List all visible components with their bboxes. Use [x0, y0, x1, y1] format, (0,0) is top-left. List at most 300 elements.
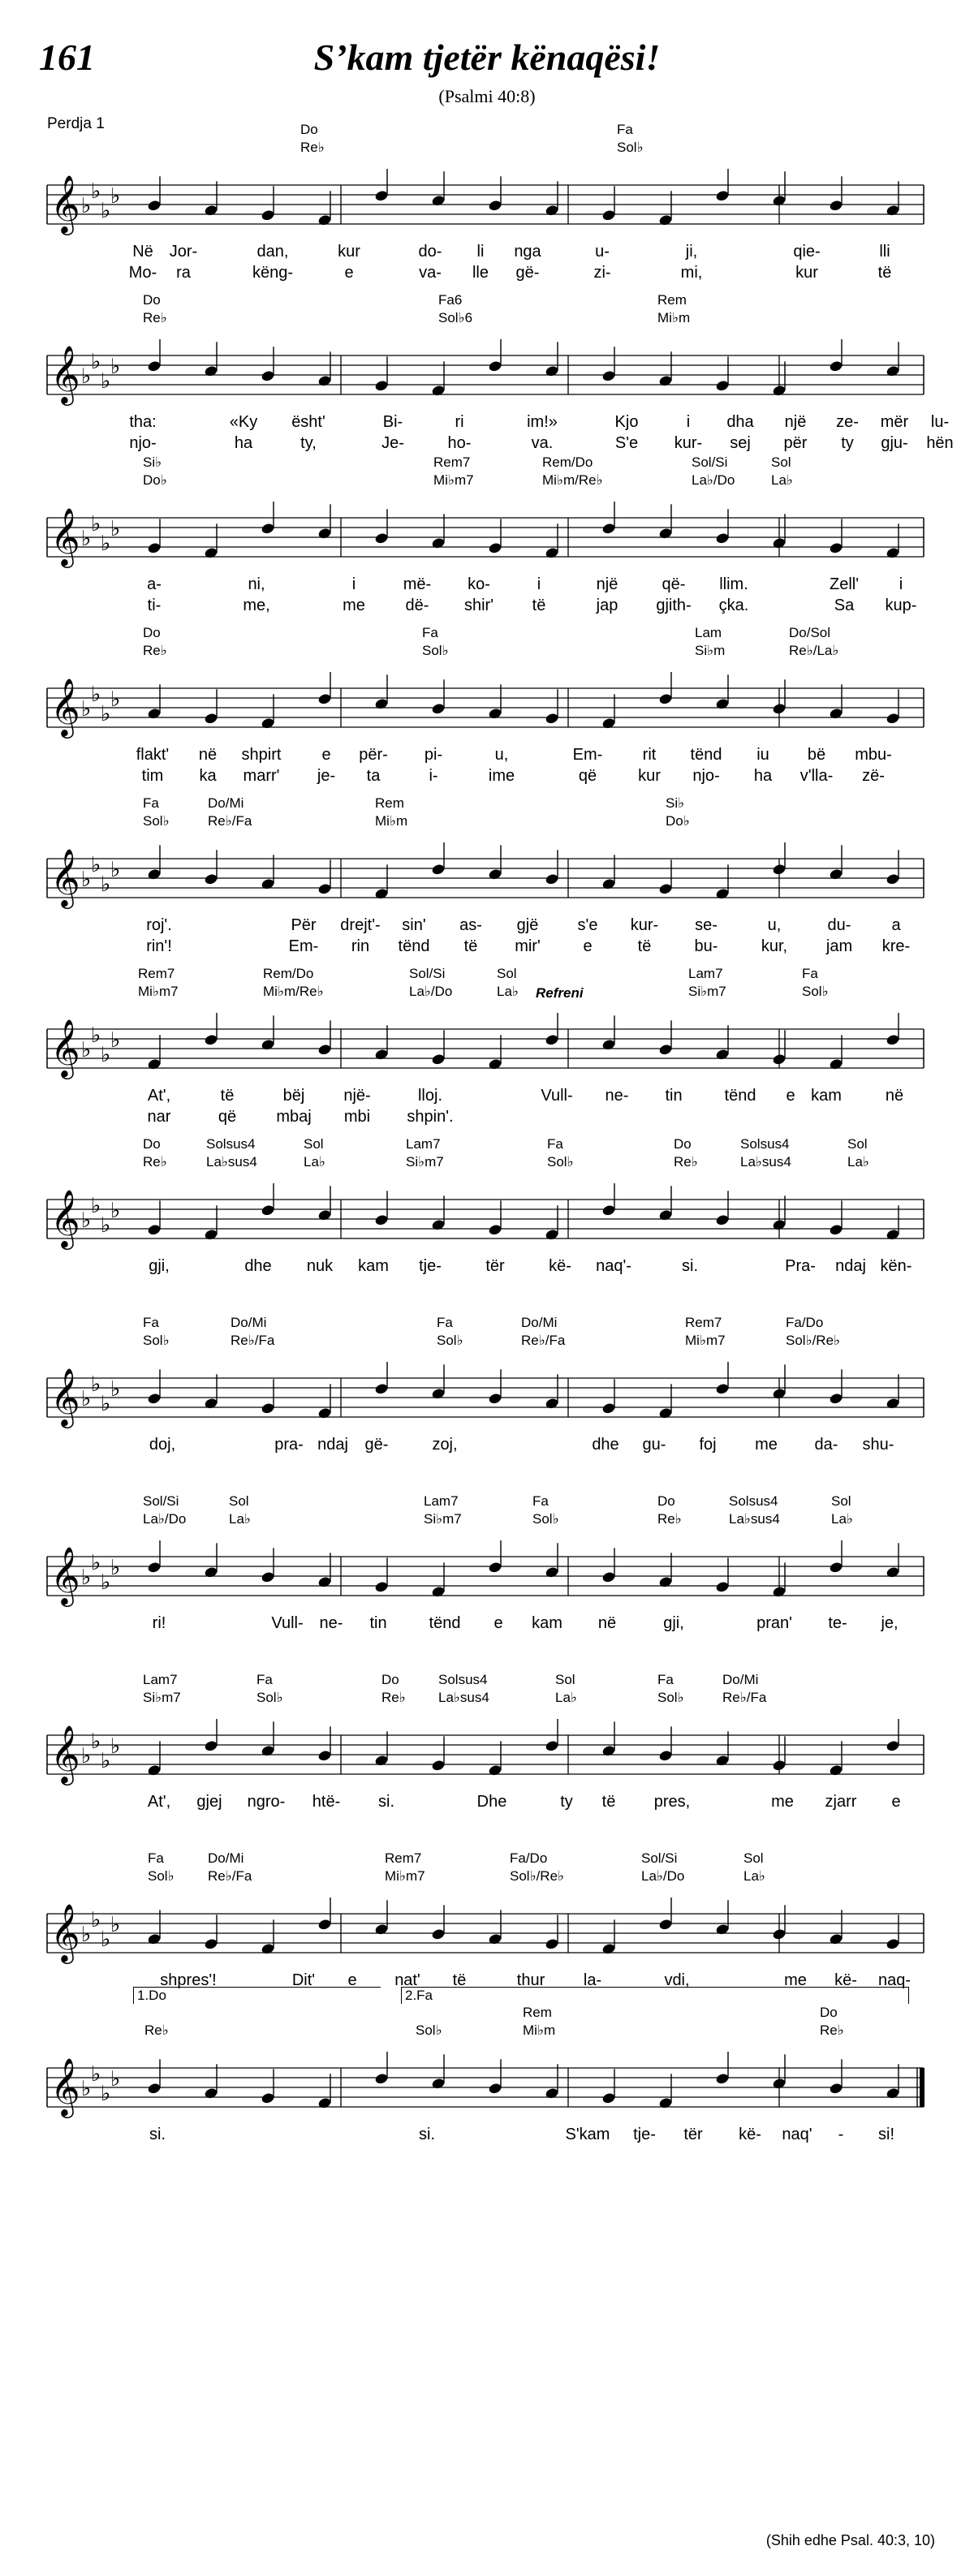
lyric-syllable: shpres'!	[160, 1971, 217, 1989]
chord-name: Rem/Do	[263, 966, 314, 981]
flat-sign-icon: ♭	[91, 1908, 101, 1932]
flat-sign-icon: ♭	[101, 369, 111, 394]
lyric-syllable: ndaj	[317, 1436, 348, 1454]
flat-sign-icon: ♭	[101, 1213, 111, 1238]
note-head	[772, 1053, 787, 1066]
note-head	[772, 1219, 787, 1231]
lyric-syllable: mbi	[343, 1108, 371, 1126]
lyric-syllable: rin'!	[146, 937, 172, 955]
flat-sign-icon: ♭	[91, 683, 101, 707]
chord-name-alt: La♭/Do	[143, 1511, 187, 1527]
flat-sign-icon: ♭	[101, 2082, 111, 2106]
note-head	[431, 1388, 446, 1400]
note-head	[601, 1204, 616, 1217]
lyric-syllable: da-	[814, 1436, 838, 1454]
lyric-syllable: jap	[596, 597, 618, 614]
lyric-syllable: gjith-	[656, 597, 692, 614]
flat-sign-icon: ♭	[91, 350, 101, 374]
note-head	[317, 375, 332, 387]
chord-name-alt: Re♭	[657, 1511, 682, 1527]
lyric-syllable: dhe	[244, 1257, 272, 1275]
music-system	[0, 1315, 974, 1493]
lyric-syllable: kur	[638, 767, 661, 785]
lyric-syllable: qie-	[793, 243, 821, 261]
note-head	[715, 1049, 730, 1061]
note-head	[772, 385, 787, 397]
note-head	[261, 717, 275, 730]
flat-sign-icon: ♭	[81, 1038, 92, 1062]
lyric-syllable: si.	[378, 1793, 394, 1811]
note-head	[772, 703, 787, 715]
note-head	[488, 1562, 502, 1574]
lyric-syllable: «Ky	[229, 413, 258, 431]
lyric-syllable: mër	[880, 413, 909, 431]
lyric-syllable: e	[786, 1087, 795, 1105]
lyric-syllable: At',	[147, 1087, 171, 1105]
flat-sign-icon: ♭	[110, 1377, 121, 1402]
chord-name-alt: Mi♭m7	[385, 1868, 425, 1884]
treble-clef-icon: 𝄞	[50, 1545, 80, 1605]
note-head	[317, 2097, 332, 2109]
lyric-syllable: llim.	[719, 575, 748, 593]
lyric-syllable: je,	[881, 1614, 899, 1632]
music-system	[0, 625, 974, 803]
lyric-syllable: bu-	[694, 937, 718, 955]
lyric-syllable: zi-	[593, 264, 611, 282]
lyric-syllable: i	[899, 575, 903, 593]
final-barline	[920, 2068, 924, 2107]
note-head	[147, 542, 162, 554]
note-head	[886, 365, 900, 377]
lyric-syllable: Bi-	[382, 413, 403, 431]
lyric-syllable: sin'	[402, 916, 426, 934]
lyric-syllable: më-	[403, 575, 432, 593]
chord-name: Fa	[617, 122, 633, 137]
lyric-syllable: të	[637, 937, 652, 955]
flat-sign-icon: ♭	[101, 702, 111, 726]
lyric-syllable: si.	[149, 2126, 166, 2143]
lyric-syllable: Je-	[381, 434, 404, 452]
note-head	[204, 873, 218, 885]
flat-sign-icon: ♭	[81, 527, 92, 551]
chord-name-alt: Sol♭	[547, 1154, 574, 1170]
note-head	[658, 1576, 673, 1588]
flat-sign-icon: ♭	[91, 853, 101, 877]
chord-name: Fa6	[438, 292, 463, 308]
lyric-syllable: drejt'-	[340, 916, 381, 934]
note-head	[829, 1224, 843, 1236]
lyric-syllable: nat'	[394, 1971, 420, 1989]
lyric-syllable: Për	[291, 916, 317, 934]
note-head	[545, 1229, 559, 1241]
lyric-syllable: i-	[429, 767, 438, 785]
lyric-syllable: ho-	[447, 434, 472, 452]
flat-sign-icon: ♭	[110, 1199, 121, 1223]
treble-clef-icon: 𝄞	[50, 1367, 80, 1426]
lyric-syllable: mbaj	[276, 1108, 312, 1126]
note-head	[374, 1214, 389, 1226]
treble-clef-icon: 𝄞	[50, 174, 80, 233]
note-head	[261, 1943, 275, 1955]
flat-sign-icon: ♭	[81, 697, 92, 722]
note-head	[601, 370, 616, 382]
chord-name: Lam7	[143, 1672, 178, 1687]
lyric-syllable: kën-	[880, 1257, 912, 1275]
chord-name: Lam7	[424, 1493, 459, 1509]
note-head	[886, 2087, 900, 2100]
chord-name-alt: Re♭/Fa	[208, 1868, 252, 1884]
treble-clef-icon: 𝄞	[50, 1724, 80, 1783]
lyric-syllable: rin	[351, 937, 370, 955]
chord-name: Fa	[143, 1315, 159, 1330]
lyric-syllable: si.	[682, 1257, 698, 1275]
note-head	[431, 864, 446, 876]
chord-name-alt: La♭	[497, 984, 519, 999]
note-head	[772, 2078, 787, 2090]
lyric-syllable: as-	[459, 916, 482, 934]
note-head	[431, 385, 446, 397]
note-head	[261, 2092, 275, 2104]
song-subtitle: (Psalmi 40:8)	[438, 86, 536, 106]
chord-name: Rem7	[433, 454, 471, 470]
lyric-syllable: la-	[583, 1971, 602, 1989]
flat-sign-icon: ♭	[101, 1749, 111, 1773]
chord-name-alt: Sol♭	[256, 1690, 283, 1705]
note-head	[658, 1750, 673, 1762]
note-head	[715, 1383, 730, 1395]
lyric-syllable: e	[891, 1793, 901, 1811]
note-head	[317, 1750, 332, 1762]
lyric-syllable: gu-	[642, 1436, 666, 1454]
note-head	[147, 708, 162, 720]
note-head	[658, 1209, 673, 1221]
note-head	[658, 375, 673, 387]
note-head	[431, 1053, 446, 1066]
lyric-syllable: ha	[753, 767, 773, 785]
lyric-syllable: nuk	[306, 1257, 334, 1275]
lyric-syllable: të	[220, 1087, 235, 1105]
lyric-syllable: ngro-	[247, 1793, 286, 1811]
flat-sign-icon: ♭	[110, 858, 121, 882]
note-head	[829, 1933, 843, 1945]
lyric-syllable: për-	[359, 746, 388, 764]
lyric-syllable: tënd	[724, 1087, 756, 1105]
note-head	[488, 1393, 502, 1405]
chord-name-alt: La♭	[847, 1154, 869, 1170]
flat-sign-icon: ♭	[81, 1387, 92, 1411]
chord-name-alt: Sol♭	[617, 140, 644, 155]
flat-sign-icon: ♭	[101, 1570, 111, 1595]
lyric-syllable: kur	[795, 264, 818, 282]
chord-name-alt: La♭	[831, 1511, 853, 1527]
chord-name: Rem	[523, 2005, 552, 2020]
lyric-syllable: S'kam	[565, 2126, 610, 2143]
note-head	[715, 1581, 730, 1593]
note-head	[545, 1034, 559, 1046]
lyric-syllable: doj,	[149, 1436, 176, 1454]
note-head	[601, 878, 616, 890]
chord-name: Sol/Si	[409, 966, 446, 981]
lyric-syllable: naq-	[877, 1971, 912, 1989]
stanza-label: Perdja 1	[47, 115, 105, 132]
lyric-syllable: zë-	[862, 767, 885, 785]
chord-name-alt: Mi♭m	[375, 813, 408, 829]
chord-name-alt: Sol♭	[802, 984, 829, 999]
note-head	[317, 883, 332, 895]
lyric-syllable: shpin'.	[407, 1108, 454, 1126]
flat-sign-icon: ♭	[91, 179, 101, 204]
lyric-syllable: vdi,	[664, 1971, 690, 1989]
flat-sign-icon: ♭	[101, 872, 111, 897]
note-head	[829, 1764, 843, 1777]
lyric-syllable: të	[452, 1971, 467, 1989]
staff	[0, 1183, 974, 1313]
lyric-syllable: Em-	[288, 937, 319, 955]
note-head	[431, 1219, 446, 1231]
note-head	[545, 1398, 559, 1410]
lyric-syllable: gë-	[364, 1436, 389, 1454]
lyric-syllable: të	[601, 1793, 616, 1811]
chord-name: Solsus4	[740, 1136, 790, 1152]
note-head	[601, 1745, 616, 1757]
note-head	[601, 1039, 616, 1051]
chord-name: Sol/Si	[143, 1493, 179, 1509]
lyric-syllable: kë-	[549, 1257, 571, 1275]
lyric-syllable: të	[532, 597, 546, 614]
chord-name-alt: Mi♭m	[523, 2022, 556, 2038]
chord-name: Do	[820, 2005, 838, 2020]
chord-name-alt: Re♭	[820, 2022, 844, 2038]
note-head	[261, 878, 275, 890]
lyric-syllable: lle	[472, 264, 489, 282]
note-head	[488, 708, 502, 720]
note-head	[374, 698, 389, 710]
note-head	[374, 190, 389, 202]
chord-name: Do	[657, 1493, 675, 1509]
chord-name-alt: Do♭	[666, 813, 690, 829]
note-head	[204, 1566, 218, 1579]
lyric-syllable: të	[877, 264, 892, 282]
chord-name-alt: La♭	[229, 1511, 251, 1527]
flat-sign-icon: ♭	[101, 532, 111, 556]
chord-name: Fa/Do	[510, 1850, 548, 1866]
chord-name: Lam7	[688, 966, 723, 981]
note-head	[488, 1764, 502, 1777]
lyric-syllable: je-	[317, 767, 336, 785]
lyric-syllable: nar	[147, 1108, 171, 1126]
chord-name-alt: Sol♭	[416, 2022, 442, 2038]
lyric-syllable: ne-	[605, 1087, 629, 1105]
note-head	[715, 532, 730, 545]
chord-name-alt: La♭	[743, 1868, 765, 1884]
chord-name-alt: La♭	[304, 1154, 325, 1170]
note-head	[147, 360, 162, 373]
flat-sign-icon: ♭	[91, 2062, 101, 2087]
lyric-syllable: Kjo	[614, 413, 639, 431]
lyric-syllable: Em-	[572, 746, 603, 764]
note-head	[829, 1058, 843, 1070]
note-head	[601, 523, 616, 535]
lyric-syllable: një	[596, 575, 618, 593]
lyric-syllable: mi,	[680, 264, 703, 282]
chord-name-alt: La♭sus4	[729, 1511, 780, 1527]
flat-sign-icon: ♭	[81, 1566, 92, 1590]
treble-clef-icon: 𝄞	[50, 1902, 80, 1962]
treble-clef-icon: 𝄞	[50, 677, 80, 736]
chord-name: Rem7	[685, 1315, 722, 1330]
chord-name: Rem/Do	[542, 454, 593, 470]
lyric-syllable: ty,	[300, 434, 317, 452]
lyric-syllable: Jor-	[169, 243, 198, 261]
flat-sign-icon: ♭	[110, 1028, 121, 1053]
lyric-syllable: tër	[683, 2126, 703, 2143]
chord-name-alt: Sol♭/Re♭	[510, 1868, 565, 1884]
treble-clef-icon: 𝄞	[50, 1188, 80, 1247]
volta-2: 2.Fa	[401, 1987, 909, 2004]
flat-sign-icon: ♭	[110, 184, 121, 209]
chord-name-alt: La♭sus4	[740, 1154, 791, 1170]
lyric-syllable: lloj.	[417, 1087, 443, 1105]
chord-name-alt: La♭	[555, 1690, 577, 1705]
chord-name: Do	[143, 292, 161, 308]
lyric-syllable: në	[198, 746, 218, 764]
chord-name-alt: Mi♭m7	[138, 984, 179, 999]
lyric-syllable: me,	[243, 597, 270, 614]
note-head	[488, 1058, 502, 1070]
note-head	[261, 523, 275, 535]
chord-name-alt: Re♭	[143, 643, 167, 658]
flat-sign-icon: ♭	[91, 512, 101, 536]
lyric-syllable: -	[838, 2126, 844, 2143]
note-head	[204, 1938, 218, 1950]
note-head	[886, 1034, 900, 1046]
lyric-syllable: rit	[642, 746, 657, 764]
note-head	[488, 1933, 502, 1945]
note-head	[658, 2097, 673, 2109]
lyric-syllable: si.	[419, 2126, 435, 2143]
note-head	[261, 1039, 275, 1051]
note-head	[488, 200, 502, 212]
lyric-syllable: htë-	[312, 1793, 341, 1811]
flat-sign-icon: ♭	[101, 1928, 111, 1952]
note-head	[261, 370, 275, 382]
note-head	[317, 1209, 332, 1221]
flat-sign-icon: ♭	[110, 1913, 121, 1937]
lyric-syllable: pi-	[424, 746, 443, 764]
note-head	[431, 1928, 446, 1941]
lyric-syllable: tin	[369, 1614, 387, 1632]
chord-name-alt: La♭/Do	[409, 984, 453, 999]
lyric-syllable: tënd	[429, 1614, 461, 1632]
chord-name-alt: Re♭	[300, 140, 325, 155]
lyric-syllable: u-	[595, 243, 610, 261]
chord-name-alt: La♭/Do	[641, 1868, 685, 1884]
lyric-syllable: ndaj	[835, 1257, 866, 1275]
lyric-syllable: zoj,	[432, 1436, 458, 1454]
note-head	[431, 2078, 446, 2090]
lyric-syllable: te-	[828, 1614, 847, 1632]
note-head	[658, 528, 673, 540]
lyric-syllable: sej	[730, 434, 751, 452]
chord-name-alt: Re♭/Fa	[231, 1333, 275, 1348]
note-head	[147, 1933, 162, 1945]
note-head	[488, 2083, 502, 2095]
chord-name: Fa	[148, 1850, 164, 1866]
note-head	[829, 542, 843, 554]
lyric-syllable: pran'	[756, 1614, 792, 1632]
note-head	[715, 1214, 730, 1226]
chord-name-alt: Si♭m7	[424, 1511, 462, 1527]
chord-name-alt: Si♭m7	[406, 1154, 444, 1170]
lyric-syllable: nga	[514, 243, 541, 261]
lyric-syllable: tje-	[633, 2126, 656, 2143]
staff	[0, 2052, 974, 2182]
chord-name: Si♭	[666, 795, 685, 811]
chord-name: Lam7	[406, 1136, 441, 1152]
note-head	[317, 1919, 332, 1931]
lyric-syllable: At',	[147, 1793, 171, 1811]
note-head	[658, 1407, 673, 1419]
note-head	[601, 1402, 616, 1415]
lyric-syllable: ime	[488, 767, 515, 785]
chord-name: Fa	[802, 966, 818, 981]
note-head	[374, 1049, 389, 1061]
note-head	[374, 2073, 389, 2085]
chord-name-alt: Re♭	[381, 1690, 406, 1705]
footer-reference: (Shih edhe Psal. 40:3, 10)	[765, 2532, 935, 2548]
lyric-syllable: shpirt	[241, 746, 282, 764]
lyric-syllable: zjarr	[825, 1793, 857, 1811]
chord-name: Fa	[547, 1136, 563, 1152]
note-head	[431, 703, 446, 715]
chord-name: Do	[674, 1136, 692, 1152]
lyric-syllable: roj'.	[146, 916, 172, 934]
lyric-syllable: ësht'	[291, 413, 325, 431]
note-head	[317, 1044, 332, 1056]
lyric-syllable: kë-	[739, 2126, 761, 2143]
lyric-syllable: njo-	[692, 767, 720, 785]
chord-name: Sol	[229, 1493, 249, 1509]
lyric-syllable: e	[344, 264, 354, 282]
chord-name: Fa	[422, 625, 438, 640]
note-head	[829, 1393, 843, 1405]
lyric-syllable: se-	[695, 916, 718, 934]
lyric-syllable: Dhe	[476, 1793, 507, 1811]
chord-name-alt: Sol♭	[422, 643, 449, 658]
lyric-syllable: ta	[366, 767, 381, 785]
note-head	[886, 1229, 900, 1241]
lyric-syllable: kam	[358, 1257, 389, 1275]
lyric-syllable: Pra-	[785, 1257, 816, 1275]
lyric-syllable: kur,	[761, 937, 788, 955]
note-head	[431, 537, 446, 549]
lyric-syllable: në	[885, 1087, 904, 1105]
chord-name: Do/Mi	[208, 1850, 244, 1866]
chord-name: Sol	[743, 1850, 764, 1866]
lyric-syllable: tin	[665, 1087, 683, 1105]
note-head	[886, 1740, 900, 1752]
chord-name-alt: Re♭/Fa	[208, 813, 252, 829]
lyric-syllable: mir'	[515, 937, 541, 955]
chord-name: Fa/Do	[786, 1315, 824, 1330]
lyric-syllable: që-	[662, 575, 686, 593]
chord-name: Do/Mi	[208, 795, 244, 811]
lyric-syllable: bëj	[282, 1087, 305, 1105]
flat-sign-icon: ♭	[91, 1730, 101, 1754]
chord-name: Fa	[657, 1672, 674, 1687]
note-head	[715, 2073, 730, 2085]
note-head	[147, 1224, 162, 1236]
